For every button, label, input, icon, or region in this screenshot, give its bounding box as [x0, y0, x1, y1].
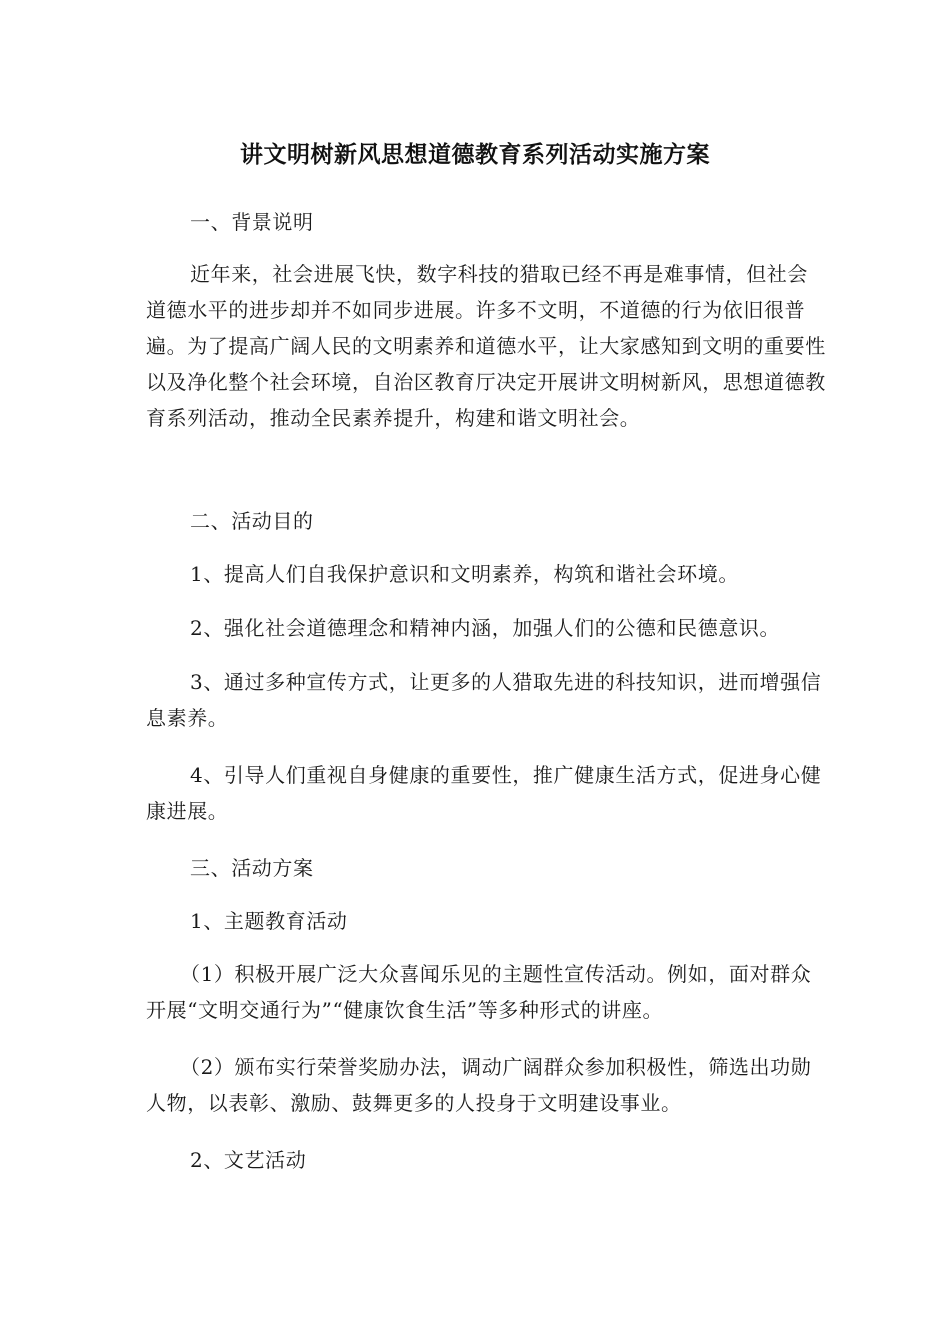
plan-subheading-theme-education: 1、主题教育活动	[190, 909, 348, 933]
plan-theme-paragraph-2: （2）颁布实行荣誉奖励办法，调动广阔群众参加积极性，筛选出功勋人物，以表彰、激励、鼓舞更多的人投身于文明建设事业。	[146, 1055, 812, 1115]
plan-theme-paragraph-1: （1）积极开展广泛大众喜闻乐见的主题性宣传活动。例如，面对群众开展“文明交通行为”“健康饮食生活”等多种形式的讲座。	[146, 962, 812, 1022]
objective-item-1: 1、提高人们自我保护意识和文明素养，构筑和谐社会环境。	[190, 562, 739, 586]
plan-subheading-arts: 2、文艺活动	[190, 1148, 307, 1172]
objective-item-4: 4、引导人们重视自身健康的重要性，推广健康生活方式，促进身心健康进展。	[146, 763, 822, 823]
background-paragraph: 近年来，社会进展飞快，数字科技的猎取已经不再是难事情，但社会道德水平的进步却并不如同步进展。许多不文明，不道德的行为依旧很普遍。为了提高广阔人民的文明素养和道德水平，让大家感知到文明的重要性以及净化整个社会环境，自治区教育厅决定开展讲文明树新风，思想道德教育系列活动，推动全民素养提升，构建和谐文明社会。	[146, 262, 826, 430]
section-heading-plan: 三、活动方案	[190, 856, 314, 880]
objective-item-3: 3、通过多种宣传方式，让更多的人猎取先进的科技知识，进而增强信息素养。	[146, 670, 822, 730]
section-heading-objectives: 二、活动目的	[190, 509, 314, 533]
section-heading-background: 一、背景说明	[190, 210, 314, 234]
objective-item-2: 2、强化社会道德理念和精神内涵，加强人们的公德和民德意识。	[190, 616, 781, 640]
document-title: 讲文明树新风思想道德教育系列活动实施方案	[240, 142, 710, 168]
